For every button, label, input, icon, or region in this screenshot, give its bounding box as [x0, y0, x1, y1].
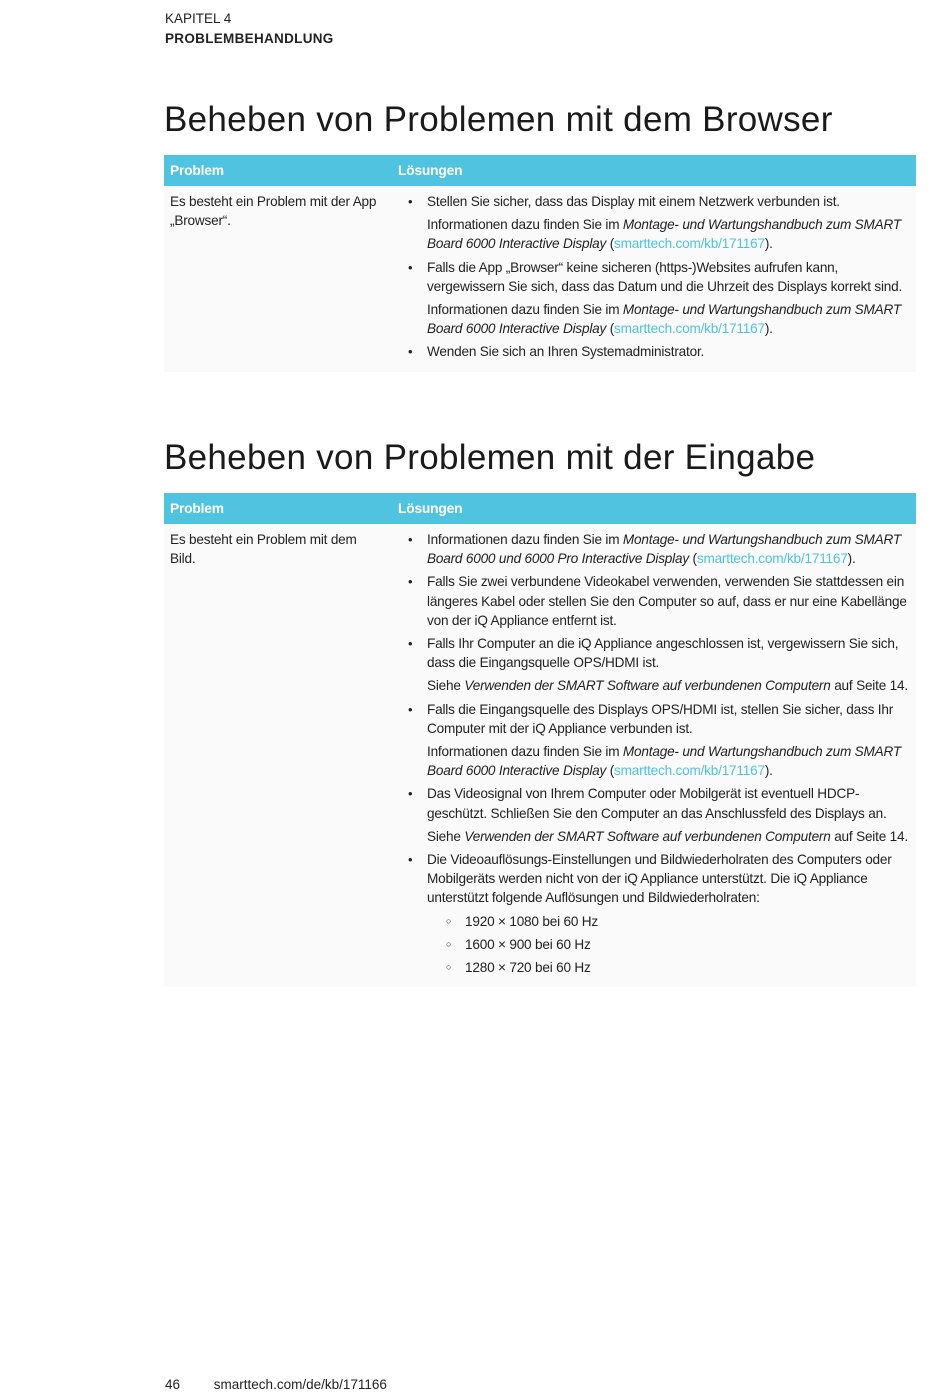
document-title: Montage- und Wartungshandbuch zum SMART Board 6000 Interactive Display	[427, 217, 901, 252]
text-segment: Siehe	[427, 678, 465, 694]
text-segment: (	[688, 551, 697, 567]
chapter-number: KAPITEL 4	[165, 11, 232, 26]
document-title: Montage- und Wartungshandbuch zum SMART Board 6000 Interactive Display	[427, 744, 901, 779]
column-header-problem: Problem	[164, 155, 390, 186]
text-segment: auf Seite 14.	[830, 678, 908, 694]
text-segment: Informationen dazu finden Sie im	[427, 302, 623, 318]
text-segment: Siehe	[427, 828, 465, 844]
solution-item	[427, 572, 910, 630]
solution-paragraph	[427, 700, 910, 738]
chapter-header	[165, 9, 334, 49]
solution-item	[427, 850, 910, 977]
text-segment: Falls Ihr Computer an die iQ Appliance angeschlossen ist, vergewissern Sie sich, dass die Eingangsquelle OPS/HDMI ist.	[427, 636, 899, 671]
column-header-problem: Problem	[164, 493, 390, 524]
solutions-cell	[390, 186, 916, 372]
page-footer	[165, 1377, 417, 1392]
solution-paragraph	[427, 300, 910, 338]
solution-paragraph	[427, 634, 910, 672]
text-segment: ).	[764, 321, 773, 337]
kb-link[interactable]: smarttech.com/kb/171167	[614, 763, 765, 779]
text-segment: Informationen dazu finden Sie im	[427, 744, 623, 760]
text-segment: ).	[847, 551, 856, 567]
kb-link[interactable]: smarttech.com/kb/171167	[696, 551, 848, 567]
document-title: Verwenden der SMART Software auf verbundenen Computern	[464, 828, 831, 844]
resolution-item	[465, 958, 910, 977]
solution-item	[427, 192, 910, 254]
text-segment: ).	[764, 763, 773, 779]
text-segment: Wenden Sie sich an Ihren Systemadministrator.	[427, 344, 705, 360]
document-title: Montage- und Wartungshandbuch zum SMART Board 6000 und 6000 Pro Interactive Display	[427, 532, 901, 567]
solution-paragraph	[427, 572, 910, 630]
solution-paragraph	[427, 784, 910, 822]
text-segment: Falls Sie zwei verbundene Videokabel verwenden, verwenden Sie stattdessen ein längeres Kabel oder stellen Sie den Computer so auf, dass er nur eine Kabellänge von der iQ Appliance entfernt ist.	[427, 574, 907, 628]
page-number: 46	[165, 1377, 181, 1392]
solution-paragraph	[427, 192, 910, 211]
resolution-text: ○ 1920 × 1080 bei 60 Hz	[465, 913, 598, 929]
text-segment: ).	[764, 236, 773, 252]
footer-url[interactable]: smarttech.com/de/kb/171166	[213, 1377, 387, 1392]
solution-item	[427, 342, 910, 361]
solution-item	[427, 530, 910, 568]
kb-link[interactable]: smarttech.com/kb/171167	[614, 321, 765, 337]
table-row	[164, 524, 916, 987]
troubleshooting-table	[164, 155, 916, 372]
document-title: Verwenden der SMART Software auf verbundenen Computern	[464, 678, 831, 694]
troubleshooting-table	[164, 493, 916, 987]
resolution-text: ○ 1600 × 900 bei 60 Hz	[465, 936, 591, 952]
table-row	[164, 186, 916, 372]
text-segment: Falls die Eingangsquelle des Displays OPS/HDMI ist, stellen Sie sicher, dass Ihr Computer mit der iQ Appliance verbunden ist.	[427, 701, 894, 736]
section-title: Beheben von Problemen mit dem Browser	[164, 100, 833, 139]
solutions-cell	[390, 524, 916, 987]
text-segment: (	[606, 236, 615, 252]
solution-item	[427, 784, 910, 846]
resolution-text: ○ 1280 × 720 bei 60 Hz	[465, 960, 591, 976]
problem-cell: Es besteht ein Problem mit der App „Browser“.	[164, 186, 390, 372]
text-segment: Die Videoauflösungs-Einstellungen und Bildwiederholraten des Computers oder Mobilgeräts werden nicht von der iQ Appliance unterstützt. Die iQ Appliance unterstützt folgende Auflösungen und Bildwiederholraten:	[427, 852, 892, 906]
table-header	[164, 493, 916, 524]
section-title: Beheben von Problemen mit der Eingabe	[164, 438, 816, 477]
text-segment: Falls die App „Browser“ keine sicheren (https-)Websites aufrufen kann, vergewissern Sie sich, dass das Datum und die Uhrzeit des Displays korrekt sind.	[427, 259, 903, 294]
solution-paragraph	[427, 215, 910, 253]
text-segment: Das Videosignal von Ihrem Computer oder Mobilgerät ist eventuell HDCP-geschützt. Schließen Sie den Computer an das Anschlussfeld des Displays an.	[427, 786, 887, 821]
text-segment: Stellen Sie sicher, dass das Display mit einem Netzwerk verbunden ist.	[427, 194, 840, 209]
solution-paragraph	[427, 676, 910, 695]
solution-paragraph	[427, 827, 910, 846]
text-segment: Informationen dazu finden Sie im	[427, 532, 623, 547]
solution-item	[427, 634, 910, 696]
solution-paragraph	[427, 850, 910, 908]
column-header-solutions: Lösungen	[390, 155, 916, 186]
text-segment: Informationen dazu finden Sie im	[427, 217, 623, 233]
column-header-solutions: Lösungen	[390, 493, 916, 524]
text-segment: (	[606, 321, 615, 337]
chapter-title: PROBLEMBEHANDLUNG	[165, 31, 334, 46]
table-header	[164, 155, 916, 186]
solution-paragraph	[427, 258, 910, 296]
solution-paragraph	[427, 742, 910, 780]
resolution-item	[465, 912, 910, 931]
text-segment: auf Seite 14.	[830, 828, 908, 844]
kb-link[interactable]: smarttech.com/kb/171167	[614, 236, 765, 252]
solution-paragraph	[427, 342, 910, 361]
resolution-item	[465, 935, 910, 954]
solution-item	[427, 258, 910, 339]
solution-paragraph	[427, 530, 910, 568]
document-title: Montage- und Wartungshandbuch zum SMART Board 6000 Interactive Display	[427, 302, 901, 337]
solution-item	[427, 700, 910, 781]
text-segment: (	[606, 763, 615, 779]
problem-cell: Es besteht ein Problem mit dem Bild.	[164, 524, 390, 987]
